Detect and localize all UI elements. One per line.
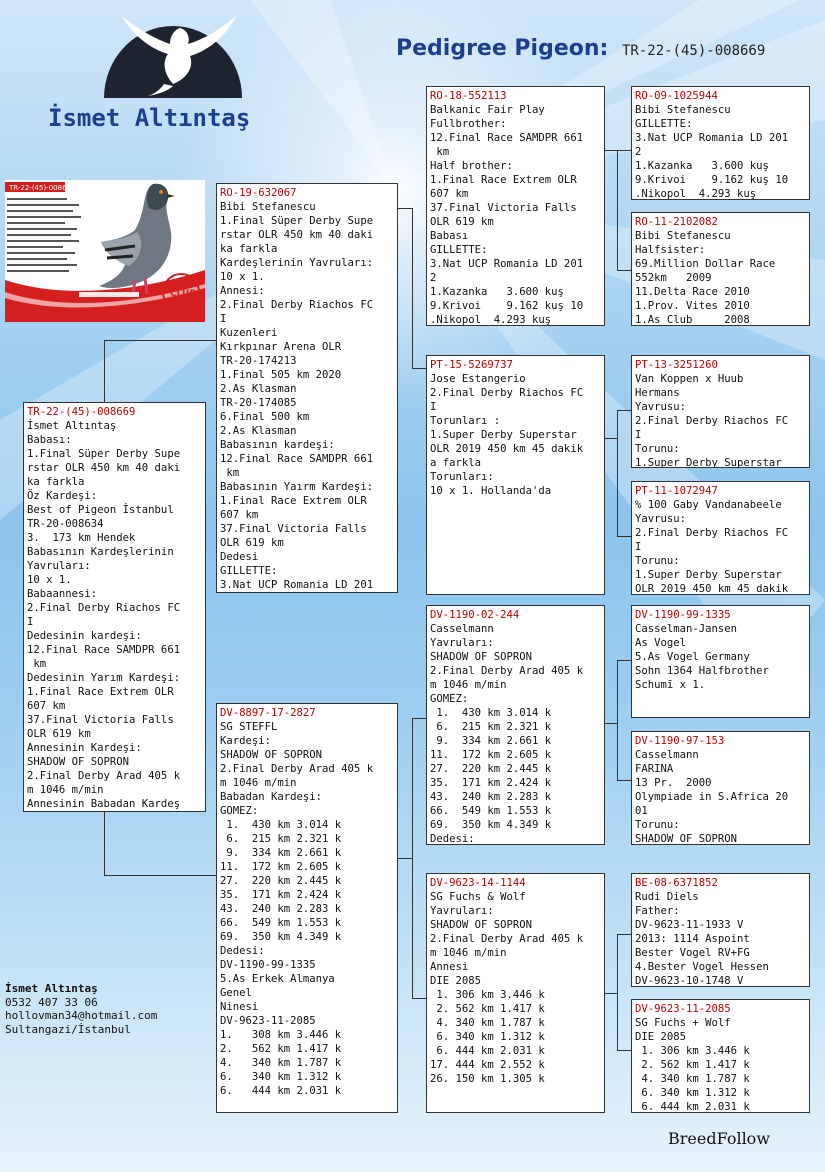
pedigree-text-line: 12.Final Race SAMDPR 661 bbox=[220, 453, 374, 465]
pedigree-text-line: I bbox=[430, 401, 437, 413]
pedigree-text-line: 11. 172 km 2.605 k bbox=[430, 749, 552, 761]
ring-number: DV-1190-97-153 bbox=[635, 735, 725, 747]
pedigree-text-line: Father: bbox=[635, 905, 680, 917]
pedigree-text-line: Halfsister: bbox=[635, 244, 706, 256]
contact-phone: 0532 407 33 06 bbox=[5, 995, 98, 1009]
photo-banner-ring: TR-22-(45)-008669 bbox=[9, 184, 76, 192]
pedigree-text-line: SHADOW OF SOPRON bbox=[220, 749, 323, 761]
pedigree-text-line: Torunu: bbox=[635, 819, 680, 831]
contact-block bbox=[5, 982, 157, 1036]
pedigree-text-line: Öz Kardeşi: bbox=[27, 490, 98, 502]
club-label: CLUB bbox=[170, 289, 197, 299]
pedigree-text-line: 12.Final Race SAMDPR 661 bbox=[27, 644, 181, 656]
ring-number: PT-15-5269737 bbox=[430, 359, 513, 371]
pedigree-text-line: Dedesi: bbox=[430, 833, 475, 845]
owner-name: İsmet Altıntaş bbox=[48, 104, 251, 132]
pedigree-text-line: 4.Bester Vogel Hessen bbox=[635, 961, 769, 973]
connector-line bbox=[104, 812, 105, 875]
connector-line bbox=[617, 660, 618, 780]
ring-number: DV-8897-17-2827 bbox=[220, 707, 316, 719]
pedigree-text-line: 2. 562 km 1.417 k bbox=[635, 1059, 750, 1071]
pedigree-text-line: 12.Final Race SAMDPR 661 bbox=[430, 132, 584, 144]
connector-line bbox=[104, 875, 216, 876]
pedigree-text-line: GOMEZ: bbox=[430, 693, 469, 705]
page-title: Pedigree Pigeon: bbox=[396, 36, 609, 61]
pedigree-box-sire[interactable] bbox=[216, 183, 398, 593]
pedigree-text-line: 2.Final Derby Riachos FC bbox=[27, 602, 181, 614]
pedigree-text-line: 2013: 1114 Aspoint bbox=[635, 933, 750, 945]
pedigree-text-line: 4. 340 km 1.787 k bbox=[430, 1017, 545, 1029]
pedigree-text-line: Annesi: bbox=[220, 285, 265, 297]
pedigree-box-dss[interactable] bbox=[631, 605, 810, 718]
pedigree-text-line: rstar OLR 450 km 40 daki bbox=[27, 462, 181, 474]
pedigree-text-line: Fullbrother: bbox=[430, 118, 507, 130]
header-ring-number: TR-22-(45)-008669 bbox=[622, 43, 766, 59]
pedigree-text-line: Casselmann bbox=[635, 749, 699, 761]
pedigree-text-line: SHADOW OF SOPRON bbox=[635, 833, 738, 845]
pedigree-text-line: Rudi Diels bbox=[635, 891, 699, 903]
pedigree-text-line: I bbox=[635, 429, 642, 441]
pedigree-text-line: Babasının kardeşi: bbox=[220, 439, 335, 451]
pedigree-text-line: 1. 308 km 3.446 k bbox=[220, 1029, 342, 1041]
pedigree-text-line: 66. 549 km 1.553 k bbox=[430, 805, 552, 817]
pedigree-box-dam[interactable] bbox=[216, 703, 398, 1113]
pedigree-text-line: Casselman-Jansen bbox=[635, 623, 738, 635]
pedigree-text-line: Babaannesi: bbox=[27, 588, 98, 600]
pedigree-text-line: Dedesi bbox=[220, 551, 259, 563]
connector-line bbox=[605, 438, 617, 439]
pedigree-text-line: 17. 444 km 2.552 k bbox=[430, 1059, 545, 1071]
connector-line bbox=[412, 998, 426, 999]
pedigree-text-line: 66. 549 km 1.553 k bbox=[220, 917, 342, 929]
pedigree-text-line: 69. 350 km 4.349 k bbox=[220, 931, 342, 943]
pedigree-text-line: 1.Final Süper Derby Supe bbox=[27, 448, 181, 460]
pedigree-text-line: 27. 220 km 2.445 k bbox=[430, 763, 552, 775]
pedigree-text-line: m 1046 m/min bbox=[220, 777, 297, 789]
pedigree-text-line: Kardeşlerinin Yavruları: bbox=[220, 257, 374, 269]
connector-line bbox=[605, 993, 617, 994]
pedigree-text-line: SHADOW OF SOPRON bbox=[430, 651, 533, 663]
pedigree-text-line: ka farkla bbox=[27, 476, 85, 488]
pedigree-text-line: DIE 2085 bbox=[430, 975, 482, 987]
contact-name: İsmet Altıntaş bbox=[5, 982, 98, 995]
pedigree-text-line: Yavrusu: bbox=[635, 401, 687, 413]
pedigree-text-line: 6. 215 km 2.321 k bbox=[430, 721, 552, 733]
contact-email[interactable]: hollovman34@hotmail.com bbox=[5, 1009, 158, 1022]
pedigree-text-line: km bbox=[27, 658, 47, 670]
pedigree-text-line: 37.Final Victoria Falls bbox=[220, 523, 367, 535]
pedigree-text-line: 3. 173 km Hendek bbox=[27, 532, 136, 544]
pedigree-text-line: OLR 2019 450 km 45 dakik bbox=[635, 583, 789, 595]
pedigree-text-line: 9. 334 km 2.661 k bbox=[220, 847, 342, 859]
pedigree-text-line: OLR 619 km bbox=[220, 537, 284, 549]
pedigree-text-line: 2 bbox=[430, 272, 437, 284]
ring-number: RO-19-632067 bbox=[220, 187, 297, 199]
pedigree-text-line: 37.Final Victoria Falls bbox=[27, 714, 174, 726]
pedigree-text-line: DV-9623-11-1933 V bbox=[635, 919, 744, 931]
pedigree-text-line: 11.Delta Race 2010 bbox=[635, 286, 750, 298]
connector-line bbox=[412, 208, 413, 368]
pedigree-text-line: 6. 340 km 1.312 k bbox=[220, 1071, 342, 1083]
pedigree-text-line: 9.Krivoi 9.162 kuş 10 bbox=[430, 300, 584, 312]
pedigree-text-line: Jose Estangerio bbox=[430, 373, 526, 385]
contact-city: Sultangazi/İstanbul bbox=[5, 1022, 131, 1036]
pedigree-text-line: 1. 430 km 3.014 k bbox=[220, 819, 342, 831]
pedigree-text-line: OLR 619 km bbox=[27, 728, 91, 740]
ring-number: RO-09-1025944 bbox=[635, 90, 718, 102]
pedigree-text-line: Dedesinin Yarım Kardeşi: bbox=[27, 672, 181, 684]
ring-number: RO-11-2102082 bbox=[635, 216, 718, 228]
pedigree-text-line: Torunları: bbox=[430, 471, 494, 483]
pedigree-text-line: 2.As Klasman bbox=[220, 425, 297, 437]
pedigree-text-line: % 100 Gaby Vandanabeele bbox=[635, 499, 782, 511]
pedigree-text-line: Half brother: bbox=[430, 160, 513, 172]
pedigree-text-line: GILLETTE: bbox=[635, 118, 693, 130]
pedigree-text-line: 2.Final Derby Arad 405 k bbox=[220, 763, 374, 775]
pedigree-text-line: 1. 306 km 3.446 k bbox=[635, 1045, 750, 1057]
pedigree-box-dam-sire[interactable] bbox=[426, 605, 605, 845]
pedigree-box-ddd[interactable] bbox=[631, 999, 810, 1113]
pedigree-text-line: I bbox=[27, 616, 34, 628]
pedigree-text-line: GILLETTE: bbox=[430, 244, 488, 256]
pedigree-text-line: 2.Final Derby Arad 405 k bbox=[27, 770, 181, 782]
pedigree-text-line: Bester Vogel RV+FG bbox=[635, 947, 750, 959]
pedigree-text-line: 9. 334 km 2.661 k bbox=[430, 735, 552, 747]
dove-logo bbox=[104, 14, 242, 98]
pedigree-box-dam-dam[interactable] bbox=[426, 873, 605, 1113]
pedigree-text-line: m 1046 m/min bbox=[430, 679, 507, 691]
pedigree-text-line: Sohn 1364 Halfbrother bbox=[635, 665, 769, 677]
pedigree-text-line: 13 Pr. 2000 bbox=[635, 777, 712, 789]
pedigree-text-line: Yavrusu: bbox=[635, 513, 687, 525]
connector-line bbox=[412, 718, 413, 998]
brand-logo-text: BreedFollow bbox=[668, 1129, 771, 1148]
pedigree-text-line: DV-1190-99-1335 bbox=[220, 959, 316, 971]
pedigree-text-line: TR-20-008634 bbox=[27, 518, 104, 530]
pedigree-text-line: 35. 171 km 2.424 k bbox=[220, 889, 342, 901]
pedigree-text-line: .Nikopol 4.293 kuş bbox=[635, 188, 757, 200]
pedigree-text-line: .Nikopol 4.293 kuş bbox=[430, 314, 552, 326]
pedigree-text-line: 1. 430 km 3.014 k bbox=[430, 707, 552, 719]
ring-number: BE-08-6371852 bbox=[635, 877, 718, 889]
pedigree-text-line: 6. 215 km 2.321 k bbox=[220, 833, 342, 845]
ring-number: RO-18-552113 bbox=[430, 90, 507, 102]
pedigree-text-line: 1.Super Derby Superstar bbox=[430, 429, 577, 441]
pedigree-text-line: 69.Million Dollar Race bbox=[635, 258, 776, 270]
connector-line bbox=[398, 858, 412, 859]
pedigree-text-line: Babası bbox=[430, 230, 469, 242]
pedigree-text-line: 37.Final Victoria Falls bbox=[430, 202, 577, 214]
pedigree-text-line: OLR 2019 450 km 45 dakik bbox=[430, 443, 584, 455]
pedigree-text-line: Olympiade in S.Africa 20 bbox=[635, 791, 789, 803]
pedigree-text-line: 2.Final Derby Riachos FC bbox=[635, 415, 789, 427]
pedigree-text-line: m 1046 m/min bbox=[430, 947, 507, 959]
ring-number: PT-13-3251260 bbox=[635, 359, 718, 371]
pedigree-text-line: 1.Super Derby Superstar bbox=[635, 457, 782, 468]
pedigree-text-line: Yavruları: bbox=[430, 905, 494, 917]
pedigree-text-line: 5.As Erkek Almanya bbox=[220, 973, 335, 985]
pedigree-text-line: 607 km bbox=[27, 700, 66, 712]
pedigree-text-line: 27. 220 km 2.445 k bbox=[220, 875, 342, 887]
pedigree-text-line: 69. 350 km 4.349 k bbox=[430, 819, 552, 831]
pedigree-text-line: İsmet Altıntaş bbox=[27, 420, 117, 432]
ring-number: DV-9623-11-2085 bbox=[635, 1003, 731, 1015]
connector-line bbox=[605, 150, 617, 151]
pigeon-photo bbox=[5, 180, 205, 322]
ring-number: DV-9623-14-1144 bbox=[430, 877, 526, 889]
pedigree-text-line: 6. 340 km 1.312 k bbox=[635, 1087, 750, 1099]
pedigree-text-line: 4. 340 km 1.787 k bbox=[635, 1073, 750, 1085]
pedigree-text-line: As Vogel bbox=[635, 637, 687, 649]
pedigree-text-line: 3.Nat UCP Romania LD 201 bbox=[220, 579, 374, 591]
pedigree-text-line: SHADOW OF SOPRON bbox=[430, 919, 533, 931]
pedigree-text-line: 6. 444 km 2.031 k bbox=[430, 1045, 545, 1057]
pedigree-box-dsd[interactable] bbox=[631, 731, 810, 845]
pedigree-text-line: km bbox=[430, 146, 450, 158]
pedigree-text-line: 2 bbox=[635, 146, 642, 158]
pedigree-text-line: rstar OLR 450 km 40 daki bbox=[220, 229, 374, 241]
connector-line bbox=[412, 718, 426, 719]
connector-line bbox=[617, 270, 631, 271]
pedigree-text-line: 1.Final Race Extrem OLR bbox=[220, 495, 367, 507]
pedigree-text-line: Yavruları: bbox=[430, 637, 494, 649]
pedigree-text-line: Torunu: bbox=[635, 443, 680, 455]
connector-line bbox=[104, 340, 105, 402]
pedigree-text-line: SG STEFFL bbox=[220, 721, 278, 733]
pedigree-text-line: I bbox=[635, 541, 642, 553]
connector-line bbox=[617, 150, 631, 151]
pedigree-text-line: 1.Final Race Extrem OLR bbox=[430, 174, 577, 186]
pedigree-text-line: Annesi bbox=[430, 961, 469, 973]
connector-line bbox=[412, 368, 426, 369]
pedigree-text-line: 10 x 1. bbox=[27, 574, 72, 586]
pedigree-text-line: 2.Final Derby Riachos FC bbox=[220, 299, 374, 311]
connector-line bbox=[617, 660, 631, 661]
pedigree-text-line: SHADOW OF SOPRON bbox=[27, 756, 130, 768]
pedigree-text-line: 5.As Vogel Germany bbox=[635, 651, 750, 663]
pedigree-text-line: I bbox=[220, 313, 227, 325]
pedigree-text-line: Dedesinin kardeşi: bbox=[27, 630, 142, 642]
connector-line bbox=[617, 410, 631, 411]
pedigree-text-line: DV-9623-11-2085 bbox=[220, 1015, 316, 1027]
pedigree-text-line: km bbox=[220, 467, 240, 479]
pedigree-text-line: a farkla bbox=[430, 457, 482, 469]
pedigree-text-line: 552km 2009 bbox=[635, 272, 712, 284]
pedigree-text-line: Balkanic Fair Play bbox=[430, 104, 545, 116]
pedigree-text-line: 2.As Klasman bbox=[220, 383, 297, 395]
pedigree-text-line: Bibi Stefanescu bbox=[635, 104, 731, 116]
ring-number: PT-11-1072947 bbox=[635, 485, 718, 497]
pedigree-text-line: Hermans bbox=[635, 387, 680, 399]
pedigree-text-line: Annesinin Babadan Kardeş bbox=[27, 798, 181, 810]
pedigree-text-line: 607 km bbox=[220, 509, 259, 521]
pedigree-text-line: 43. 240 km 2.283 k bbox=[430, 791, 552, 803]
pedigree-box-ssd[interactable] bbox=[631, 212, 810, 326]
pedigree-text-line: 4. 340 km 1.787 k bbox=[220, 1057, 342, 1069]
connector-line bbox=[617, 150, 618, 270]
ring-number: DV-1190-99-1335 bbox=[635, 609, 731, 621]
pedigree-text-line: 6. 444 km 2.031 k bbox=[635, 1101, 750, 1113]
pedigree-box-sss[interactable] bbox=[631, 86, 810, 200]
pedigree-text-line: 6. 340 km 1.312 k bbox=[430, 1031, 545, 1043]
connector-line bbox=[398, 208, 412, 209]
pedigree-text-line: 2.Final Derby Arad 405 k bbox=[430, 665, 584, 677]
pedigree-text-line: 1.Kazanka 3.600 kuş bbox=[430, 286, 564, 298]
pedigree-text-line: DIE 2085 bbox=[635, 1031, 687, 1043]
pedigree-text-line: FARINA bbox=[635, 763, 674, 775]
pedigree-text-line: Van Koppen x Huub bbox=[635, 373, 744, 385]
pedigree-text-line: 3.Nat UCP Romania LD 201 bbox=[635, 132, 789, 144]
pedigree-text-line: ka farkla bbox=[220, 243, 278, 255]
pedigree-box-sds[interactable] bbox=[631, 355, 810, 468]
pedigree-text-line: 6.Final 500 km bbox=[220, 411, 310, 423]
pedigree-box-sdd[interactable] bbox=[631, 481, 810, 595]
connector-line bbox=[617, 1050, 631, 1051]
pedigree-text-line: TR-20-174213 bbox=[220, 355, 297, 367]
pedigree-text-line: Babadan Kardeşi: bbox=[220, 791, 323, 803]
pedigree-text-line: SG Fuchs & Wolf bbox=[430, 891, 526, 903]
pedigree-text-line: SG Fuchs + Wolf bbox=[635, 1017, 731, 1029]
pedigree-text-line: 3.Nat UCP Romania LD 201 bbox=[430, 258, 584, 270]
pedigree-text-line: 26. 150 km 1.305 k bbox=[430, 1073, 545, 1085]
connector-line bbox=[617, 934, 618, 1050]
pedigree-text-line: 2.Final Derby Riachos FC bbox=[430, 387, 584, 399]
pedigree-text-line: Ninesi bbox=[220, 1001, 259, 1013]
pedigree-text-line: Kırkpınar Arena OLR bbox=[220, 341, 342, 353]
pedigree-text-line: 43. 240 km 2.283 k bbox=[220, 903, 342, 915]
pedigree-text-line: Babası: bbox=[27, 434, 72, 446]
pedigree-text-line: 2.Final Derby Riachos FC bbox=[635, 527, 789, 539]
pedigree-text-line: Bibi Stefanescu bbox=[220, 201, 316, 213]
pedigree-text-line: m 1046 m/min bbox=[27, 784, 104, 796]
pedigree-text-line: 1.Super Derby Superstar bbox=[635, 569, 782, 581]
pedigree-text-line: 2. 562 km 1.417 k bbox=[220, 1043, 342, 1055]
pedigree-text-line: Genel bbox=[220, 987, 252, 999]
ring-number: TR-22-(45)-008669 bbox=[27, 406, 136, 418]
pedigree-text-line: 01 bbox=[635, 805, 648, 817]
pedigree-box-subject[interactable] bbox=[23, 402, 206, 812]
connector-line bbox=[617, 780, 631, 781]
connector-line bbox=[617, 410, 618, 536]
pedigree-text-line: Best of Pigeon İstanbul bbox=[27, 504, 174, 516]
pedigree-text-line: 11. 172 km 2.605 k bbox=[220, 861, 342, 873]
pedigree-text-line: Casselmann bbox=[430, 623, 494, 635]
pedigree-box-sire-dam[interactable] bbox=[426, 355, 605, 595]
pedigree-text-line: Yavruları: bbox=[27, 560, 91, 572]
connector-line bbox=[605, 723, 617, 724]
pedigree-text-line: Bibi Stefanescu bbox=[635, 230, 731, 242]
pedigree-text-line: 1.Final Süper Derby Supe bbox=[220, 215, 374, 227]
connector-line bbox=[617, 536, 631, 537]
pedigree-text-line: 2. 562 km 1.417 k bbox=[430, 1003, 545, 1015]
pedigree-text-line: Torunları : bbox=[430, 415, 501, 427]
pedigree-text-line: 1.Prov. Vites 2010 bbox=[635, 300, 750, 312]
pedigree-text-line: GILLETTE: bbox=[220, 565, 278, 577]
pedigree-text-line: 1.Final 505 km 2020 bbox=[220, 369, 342, 381]
pedigree-text-line: 10 x 1. bbox=[220, 271, 265, 283]
pedigree-box-dds[interactable] bbox=[631, 873, 810, 987]
pedigree-text-line: 6. 444 km 2.031 k bbox=[220, 1085, 342, 1097]
pedigree-text-line: 1.Kazanka 3.600 kuş bbox=[635, 160, 769, 172]
pedigree-text-line: Dedesi: bbox=[220, 945, 265, 957]
connector-line bbox=[617, 934, 631, 935]
pedigree-text-line: 2.Final Derby Arad 405 k bbox=[430, 933, 584, 945]
pedigree-text-line: Babasının Kardeşlerinin bbox=[27, 546, 174, 558]
pedigree-text-line: Kardeşi: bbox=[220, 735, 272, 747]
pedigree-text-line: 1.As Club 2008 bbox=[635, 314, 750, 326]
pedigree-text-line: Annesinin Kardeşi: bbox=[27, 742, 142, 754]
pedigree-text-line: 35. 171 km 2.424 k bbox=[430, 777, 552, 789]
pedigree-text-line: OLR 619 km bbox=[430, 216, 494, 228]
pedigree-text-line: Torunu: bbox=[635, 555, 680, 567]
pedigree-box-sire-sire[interactable] bbox=[426, 86, 605, 326]
pedigree-text-line: 1. 306 km 3.446 k bbox=[430, 989, 545, 1001]
ring-number: DV-1190-02-244 bbox=[430, 609, 520, 621]
pedigree-text-line: 10 x 1. Hollanda'da bbox=[430, 485, 552, 497]
pedigree-text-line: Kuzenleri bbox=[220, 327, 278, 339]
pedigree-text-line: Babasının Yaırm Kardeşi: bbox=[220, 481, 374, 493]
pedigree-text-line: 1.Final Race Extrem OLR bbox=[27, 686, 174, 698]
pedigree-text-line: GOMEZ: bbox=[220, 805, 259, 817]
connector-line bbox=[104, 340, 216, 341]
pedigree-text-line: TR-20-174085 bbox=[220, 397, 297, 409]
pedigree-text-line: Schumī x 1. bbox=[635, 679, 706, 691]
pedigree-text-line: 607 km bbox=[430, 188, 469, 200]
pedigree-text-line: 9.Krivoi 9.162 kuş 10 bbox=[635, 174, 789, 186]
pedigree-text-line: DV-9623-10-1748 V bbox=[635, 975, 744, 987]
